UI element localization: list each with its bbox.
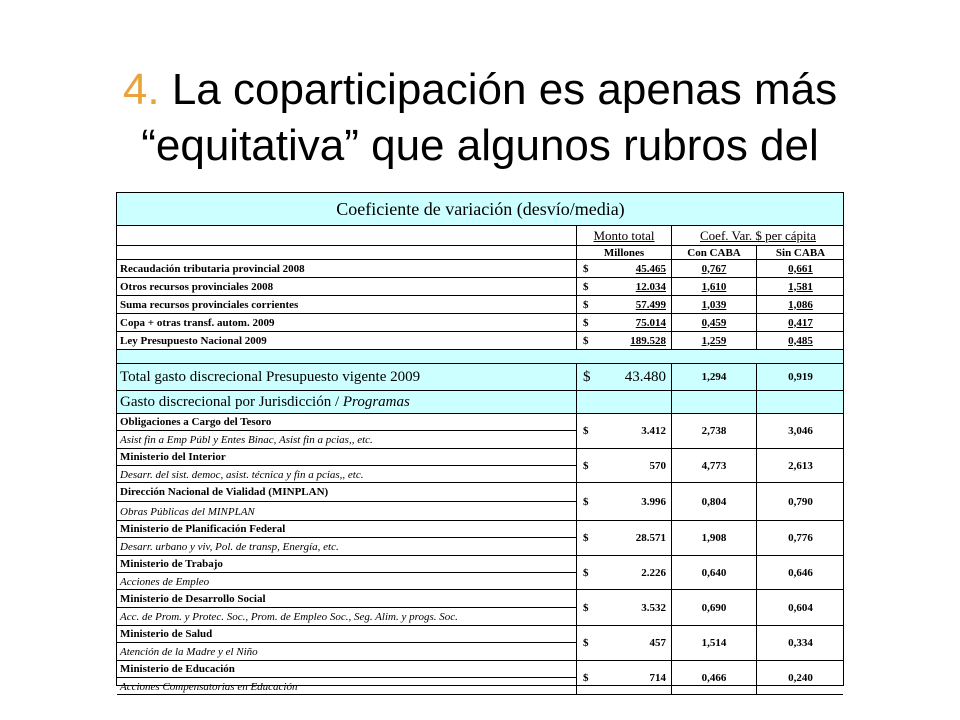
- resource-con-caba: 1,610: [671, 278, 756, 295]
- resource-label: Ley Presupuesto Nacional 2009: [120, 334, 267, 347]
- jurisdiction-con-caba: 4,773: [671, 449, 756, 482]
- amount-value: 28.571: [635, 532, 666, 544]
- resource-con-caba: 1,039: [671, 296, 756, 313]
- amount-value: 3.412: [641, 425, 666, 437]
- spacer-cell: [117, 350, 844, 363]
- jurisdiction-amount: [576, 449, 671, 482]
- jurisdiction-name: Ministerio de Desarrollo Social: [117, 590, 576, 608]
- currency-symbol: $: [583, 368, 591, 385]
- resource-amount: [576, 332, 671, 349]
- jurisdiction-label-cell: [117, 414, 576, 448]
- resource-amount: [576, 314, 671, 331]
- jurisdiction-heading-row: [117, 391, 843, 414]
- jurisdiction-row: [117, 556, 843, 590]
- currency-symbol: $: [583, 495, 589, 508]
- jurisdiction-name: Ministerio de Salud: [117, 626, 576, 643]
- currency-symbol: $: [583, 532, 589, 544]
- resource-sin-caba: 0,661: [756, 260, 844, 277]
- jurisdiction-row: [117, 483, 843, 521]
- jurisdiction-amount: [576, 626, 671, 660]
- column-subheader-row: [117, 246, 843, 260]
- slide-title: [0, 62, 960, 174]
- jurisdiction-heading-text: Gasto discrecional por Jurisdicción /: [120, 393, 340, 410]
- col-coef-label: Coef. Var. $ per cápita: [700, 227, 816, 243]
- jurisdiction-sin-caba: 0,240: [756, 661, 844, 694]
- resource-con-caba: 0,459: [671, 314, 756, 331]
- jurisdiction-amount: [576, 483, 671, 520]
- resource-row: [117, 278, 843, 296]
- title-line-2: “equitativa” que algunos rubros del: [141, 121, 819, 170]
- jurisdiction-row: [117, 414, 843, 449]
- variation-coefficient-table: [116, 192, 844, 693]
- jurisdiction-heading-italic: Programas: [342, 393, 410, 410]
- resource-row: [117, 296, 843, 314]
- jurisdiction-program: Desarr. del sist. democ, asist. técnica y fin a pcias,, etc.: [120, 468, 364, 481]
- jurisdiction-row: [117, 590, 843, 626]
- total-amount: [576, 364, 671, 390]
- jurisdiction-sin-caba: 2,613: [756, 449, 844, 482]
- jurisdiction-name: Ministerio de Trabajo: [117, 556, 576, 573]
- jurisdiction-sin-caba: 0,646: [756, 556, 844, 589]
- spacer-row: [117, 350, 843, 364]
- jurisdiction-con-caba: 0,640: [671, 556, 756, 589]
- resource-sin-caba: 0,417: [756, 314, 844, 331]
- jurisdiction-con-caba: 0,690: [671, 590, 756, 625]
- jurisdiction-label-cell: [117, 449, 576, 482]
- amount-value: 2.226: [641, 566, 666, 579]
- currency-symbol: $: [583, 425, 589, 437]
- jurisdiction-label-cell: [117, 626, 576, 660]
- column-header-row: [117, 226, 843, 246]
- currency-symbol: $: [583, 280, 589, 293]
- jurisdiction-name: Obligaciones a Cargo del Tesoro: [117, 414, 576, 431]
- currency-symbol: $: [583, 566, 589, 579]
- amount-value: 189.528: [630, 334, 666, 347]
- amount-value: 43.480: [624, 368, 666, 385]
- total-label: Total gasto discrecional Presupuesto vigente 2009: [120, 368, 421, 385]
- amount-value: 3.996: [641, 495, 666, 508]
- jurisdiction-label-cell: [117, 661, 576, 694]
- resource-sin-caba: 1,086: [756, 296, 844, 313]
- resource-sin-caba: 0,485: [756, 332, 844, 349]
- resource-label: Recaudación tributaria provincial 2008: [120, 262, 305, 275]
- resource-row: [117, 260, 843, 278]
- jurisdiction-name: Dirección Nacional de Vialidad (MINPLAN): [117, 483, 576, 502]
- jurisdiction-program: Desarr. urbano y viv, Pol. de transp, Energía, etc.: [120, 541, 339, 553]
- table-heading: Coeficiente de variación (desvío/media): [336, 198, 625, 219]
- jurisdiction-program: Acc. de Prom. y Protec. Soc., Prom. de Empleo Soc., Seg. Alim. y progs. Soc.: [120, 611, 458, 623]
- amount-value: 457: [649, 637, 666, 649]
- jurisdiction-sin-caba: 3,046: [756, 414, 844, 448]
- jurisdiction-con-caba: 1,908: [671, 521, 756, 555]
- resource-row: [117, 332, 843, 350]
- jurisdiction-name: Ministerio del Interior: [117, 449, 576, 466]
- jurisdiction-program: Obras Públicas del MINPLAN: [120, 505, 255, 518]
- jurisdiction-name: Ministerio de Planificación Federal: [117, 521, 576, 538]
- amount-value: 75.014: [635, 316, 666, 329]
- jurisdiction-label-cell: [117, 483, 576, 520]
- sub-sin-caba: Sin CABA: [756, 246, 844, 259]
- jurisdiction-program: Asist fin a Emp Públ y Entes Binac, Asist fin a pcias,, etc.: [120, 434, 373, 446]
- currency-symbol: $: [583, 459, 589, 472]
- amount-value: 45.465: [635, 262, 666, 275]
- currency-symbol: $: [583, 316, 589, 329]
- blank-cell: [576, 391, 671, 413]
- jurisdiction-row: [117, 661, 843, 695]
- blank-cell: [671, 391, 756, 413]
- resource-label: Copa + otras transf. autom. 2009: [120, 316, 275, 329]
- amount-value: 57.499: [635, 298, 666, 311]
- jurisdiction-program: Atención de la Madre y el Niño: [120, 646, 258, 658]
- jurisdiction-amount: [576, 590, 671, 625]
- currency-symbol: $: [583, 262, 589, 275]
- col-coef-header: [671, 226, 844, 245]
- resource-row: [117, 314, 843, 332]
- jurisdiction-sin-caba: 0,604: [756, 590, 844, 625]
- sub-con-caba: Con CABA: [671, 246, 756, 259]
- jurisdiction-row: [117, 521, 843, 556]
- resource-label: Otros recursos provinciales 2008: [120, 280, 274, 293]
- jurisdiction-row: [117, 449, 843, 483]
- jurisdiction-amount: [576, 556, 671, 589]
- resource-con-caba: 0,767: [671, 260, 756, 277]
- amount-value: 714: [649, 671, 666, 684]
- jurisdiction-name: Ministerio de Educación: [117, 661, 576, 678]
- col-monto-header: [576, 226, 671, 245]
- resource-con-caba: 1,259: [671, 332, 756, 349]
- jurisdiction-sin-caba: 0,334: [756, 626, 844, 660]
- currency-symbol: $: [583, 671, 589, 684]
- jurisdiction-program: Acciones de Empleo: [120, 575, 210, 588]
- table-heading-row: [117, 193, 843, 226]
- jurisdiction-sin-caba: 0,790: [756, 483, 844, 520]
- currency-symbol: $: [583, 298, 589, 311]
- jurisdiction-amount: [576, 521, 671, 555]
- jurisdiction-con-caba: 0,466: [671, 661, 756, 694]
- jurisdiction-row: [117, 626, 843, 661]
- amount-value: 570: [649, 459, 666, 472]
- resource-sin-caba: 1,581: [756, 278, 844, 295]
- jurisdiction-label-cell: [117, 521, 576, 555]
- total-con-caba: 1,294: [671, 364, 756, 390]
- blank-subheader-cell: [117, 246, 576, 259]
- amount-value: 12.034: [635, 280, 666, 293]
- blank-cell: [756, 391, 844, 413]
- resource-label: Suma recursos provinciales corrientes: [120, 298, 299, 311]
- currency-symbol: $: [583, 637, 589, 649]
- blank-header-cell: [117, 226, 576, 245]
- title-line-1-text: La coparticipación es apenas más: [171, 65, 838, 114]
- sub-millones: Millones: [576, 246, 671, 259]
- resource-amount: [576, 260, 671, 277]
- currency-symbol: $: [583, 601, 589, 614]
- resource-amount: [576, 296, 671, 313]
- jurisdiction-heading: [117, 391, 576, 413]
- jurisdiction-sin-caba: 0,776: [756, 521, 844, 555]
- title-number: 4.: [122, 65, 160, 114]
- currency-symbol: $: [583, 334, 589, 347]
- jurisdiction-amount: [576, 414, 671, 448]
- title-line-1: [0, 62, 960, 118]
- jurisdiction-label-cell: [117, 556, 576, 589]
- jurisdiction-con-caba: 2,738: [671, 414, 756, 448]
- amount-value: 3.532: [641, 601, 666, 614]
- jurisdiction-amount: [576, 661, 671, 694]
- total-row: [117, 364, 843, 391]
- jurisdiction-program: Acciones Compensatorias en Educación: [120, 680, 298, 693]
- resource-amount: [576, 278, 671, 295]
- jurisdiction-label-cell: [117, 590, 576, 625]
- col-monto-label: Monto total: [593, 227, 655, 243]
- jurisdiction-con-caba: 1,514: [671, 626, 756, 660]
- total-sin-caba: 0,919: [756, 364, 844, 390]
- jurisdiction-con-caba: 0,804: [671, 483, 756, 520]
